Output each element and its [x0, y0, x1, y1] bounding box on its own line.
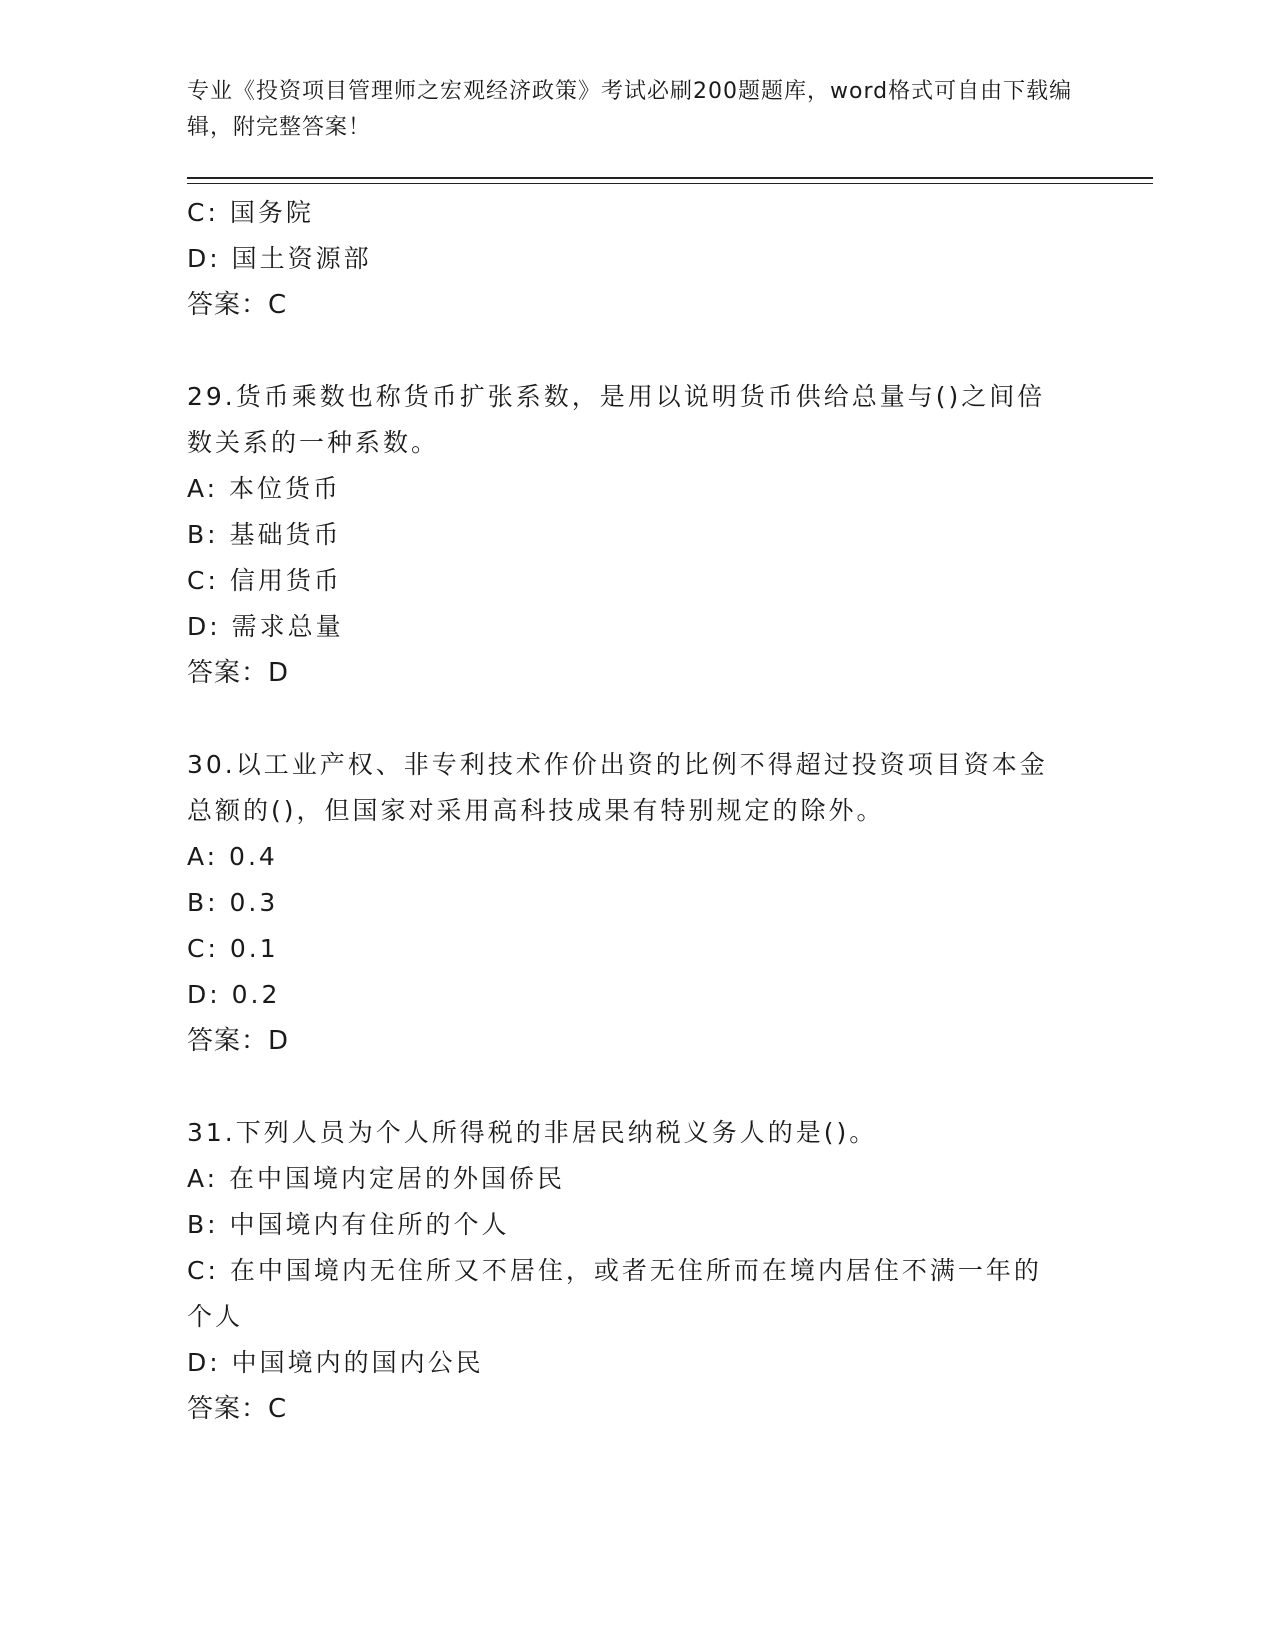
option-b	[187, 512, 1067, 558]
option-text: 在中国境内无住所又不居住，或者无住所而在境内居住不满一年的个人	[187, 1256, 1042, 1331]
option-a	[187, 1156, 1067, 1202]
option-d	[187, 604, 1067, 650]
option-text: 国土资源部	[231, 244, 372, 273]
option-label: A:	[187, 1164, 219, 1193]
option-text: 0.3	[229, 888, 279, 917]
answer-line: 答案：C	[187, 1394, 288, 1424]
option-c	[187, 926, 1067, 972]
option-b	[187, 1202, 1067, 1248]
option-text: 信用货币	[229, 566, 342, 595]
page-header	[187, 74, 1087, 146]
answer-line: 答案：D	[187, 658, 290, 688]
option-a	[187, 834, 1067, 880]
option-text: 基础货币	[229, 520, 342, 549]
option-label: B:	[187, 520, 219, 549]
option-text: 国务院	[229, 198, 314, 227]
spacer	[187, 1064, 1067, 1110]
spacer	[187, 696, 1067, 742]
option-label: C:	[187, 198, 219, 227]
option-label: D:	[187, 980, 221, 1009]
spacer	[187, 328, 1067, 374]
option-text: 0.2	[231, 980, 281, 1009]
question-29	[187, 374, 1067, 696]
question-number: 30.	[187, 750, 236, 779]
option-c	[187, 190, 1067, 236]
option-text: 0.1	[229, 934, 279, 963]
option-label: A:	[187, 842, 219, 871]
option-label: D:	[187, 244, 221, 273]
answer-line: 答案：D	[187, 1026, 290, 1056]
option-a	[187, 466, 1067, 512]
option-label: C:	[187, 566, 219, 595]
option-c	[187, 1248, 1067, 1340]
question-stem	[187, 742, 1067, 834]
option-b	[187, 880, 1067, 926]
option-text: 本位货币	[229, 474, 342, 503]
question-text: 以工业产权、非专利技术作价出资的比例不得超过投资项目资本金总额的()，但国家对采用高科技成果有特别规定的除外。	[187, 750, 1048, 825]
header-rule-thick	[187, 177, 1153, 179]
question-31	[187, 1110, 1067, 1432]
option-label: C:	[187, 934, 219, 963]
option-text: 中国境内有住所的个人	[229, 1210, 510, 1239]
header-rule-thin	[187, 183, 1153, 184]
option-d	[187, 1340, 1067, 1386]
option-text: 需求总量	[231, 612, 344, 641]
document-body	[187, 190, 1067, 1432]
question-stem	[187, 374, 1067, 466]
option-label: B:	[187, 888, 219, 917]
question-30	[187, 742, 1067, 1064]
header-text: 专业《投资项目管理师之宏观经济政策》考试必刷200题题库，word格式可自由下载编辑，附完整答案！	[187, 79, 1073, 140]
question-number: 29.	[187, 382, 236, 411]
answer-line: 答案：C	[187, 290, 288, 320]
option-c	[187, 558, 1067, 604]
option-d	[187, 972, 1067, 1018]
option-label: D:	[187, 612, 221, 641]
question-stem	[187, 1110, 1067, 1156]
continued-question	[187, 190, 1067, 328]
question-text: 下列人员为个人所得税的非居民纳税义务人的是()。	[235, 1118, 878, 1147]
option-text: 在中国境内定居的外国侨民	[229, 1164, 566, 1193]
option-text: 中国境内的国内公民	[231, 1348, 484, 1377]
option-label: D:	[187, 1348, 221, 1377]
option-label: A:	[187, 474, 219, 503]
option-label: B:	[187, 1210, 219, 1239]
question-text: 货币乘数也称货币扩张系数，是用以说明货币供给总量与()之间倍数关系的一种系数。	[187, 382, 1046, 457]
option-text: 0.4	[229, 842, 278, 871]
question-number: 31.	[187, 1118, 236, 1147]
option-d	[187, 236, 1067, 282]
option-label: C:	[187, 1256, 219, 1285]
